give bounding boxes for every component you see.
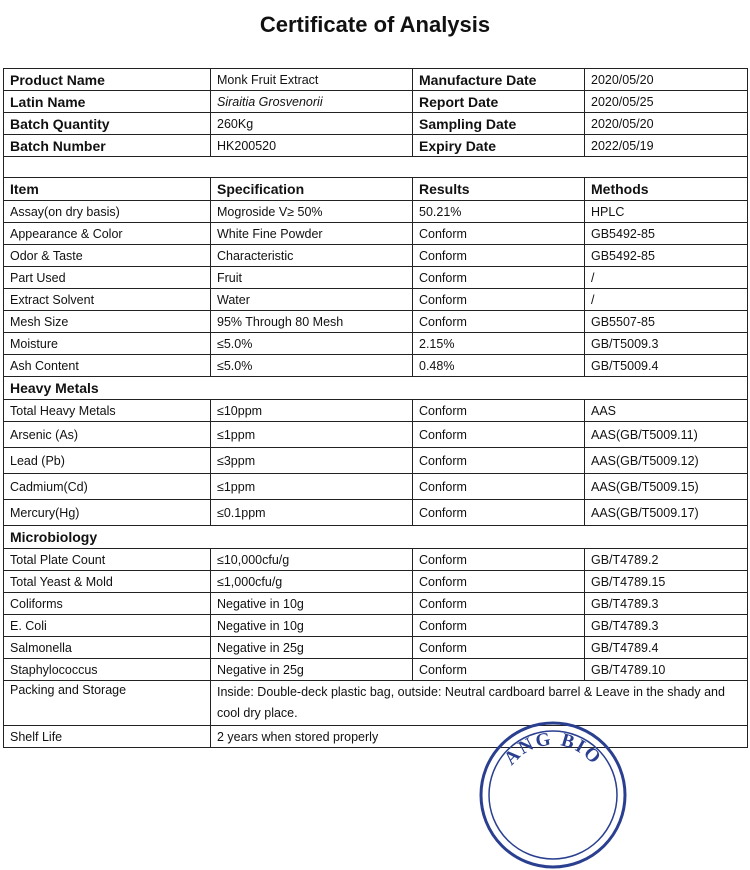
method-cell: GB5492-85 [585,223,748,245]
method-cell: GB/T4789.2 [585,549,748,571]
method-cell: AAS(GB/T5009.17) [585,500,748,526]
spec-cell: ≤5.0% [211,355,413,377]
info-value: 2020/05/25 [585,91,748,113]
microbiology-heading: Microbiology [4,526,748,549]
col-spec-header: Specification [211,178,413,201]
spacer-cell [4,157,748,178]
result-cell: Conform [413,289,585,311]
info-row [4,135,748,157]
heavy-metals-section [4,400,748,526]
method-cell: GB/T5009.3 [585,333,748,355]
result-cell: Conform [413,422,585,448]
result-cell: Conform [413,448,585,474]
method-cell: GB/T4789.3 [585,615,748,637]
table-row [4,448,748,474]
item-cell: Part Used [4,267,211,289]
packing-row [4,681,748,726]
item-cell: Appearance & Color [4,223,211,245]
shelf-life-row [4,726,748,748]
result-cell: 2.15% [413,333,585,355]
method-cell: AAS(GB/T5009.11) [585,422,748,448]
spacer-section [4,157,748,178]
info-value: Siraitia Grosvenorii [211,91,413,113]
method-cell: / [585,289,748,311]
table-row [4,659,748,681]
info-label: Manufacture Date [413,69,585,91]
result-cell: Conform [413,311,585,333]
info-label: Report Date [413,91,585,113]
result-cell: Conform [413,245,585,267]
item-cell: Lead (Pb) [4,448,211,474]
item-cell: Coliforms [4,593,211,615]
spec-cell: ≤0.1ppm [211,500,413,526]
info-label: Sampling Date [413,113,585,135]
table-row [4,267,748,289]
result-cell: Conform [413,549,585,571]
item-cell: Odor & Taste [4,245,211,267]
table-row [4,311,748,333]
product-info-section [4,69,748,157]
seal-lettering: ANG BIO [500,728,606,770]
info-value: 2020/05/20 [585,113,748,135]
table-row [4,615,748,637]
table-row [4,637,748,659]
info-value: 2020/05/20 [585,69,748,91]
item-cell: Staphylococcus [4,659,211,681]
column-header-row [4,178,748,201]
result-cell: Conform [413,659,585,681]
item-cell: Total Heavy Metals [4,400,211,422]
company-seal-icon [478,720,628,870]
col-item-header: Item [4,178,211,201]
info-label: Batch Quantity [4,113,211,135]
info-label: Product Name [4,69,211,91]
spec-cell: Characteristic [211,245,413,267]
item-cell: Total Plate Count [4,549,211,571]
spec-cell: ≤10,000cfu/g [211,549,413,571]
result-cell: Conform [413,400,585,422]
table-row [4,400,748,422]
result-cell: Conform [413,474,585,500]
method-cell: AAS(GB/T5009.12) [585,448,748,474]
method-cell: HPLC [585,201,748,223]
column-header-section [4,178,748,201]
table-row [4,201,748,223]
spec-cell: Negative in 25g [211,659,413,681]
table-row [4,355,748,377]
packing-label: Packing and Storage [4,681,211,726]
result-cell: Conform [413,223,585,245]
heavy-metals-heading-section [4,377,748,400]
shelf-life-label: Shelf Life [4,726,211,748]
method-cell: GB/T4789.3 [585,593,748,615]
result-cell: Conform [413,500,585,526]
table-row [4,245,748,267]
item-cell: E. Coli [4,615,211,637]
method-cell: AAS [585,400,748,422]
table-row [4,593,748,615]
result-cell: 50.21% [413,201,585,223]
general-tests-section [4,201,748,377]
item-cell: Ash Content [4,355,211,377]
spec-cell: ≤10ppm [211,400,413,422]
spec-cell: ≤1,000cfu/g [211,571,413,593]
result-cell: Conform [413,615,585,637]
item-cell: Moisture [4,333,211,355]
microbiology-heading-section [4,526,748,549]
spec-cell: Negative in 10g [211,593,413,615]
col-results-header: Results [413,178,585,201]
spec-cell: Water [211,289,413,311]
item-cell: Cadmium(Cd) [4,474,211,500]
table-row [4,333,748,355]
table-row [4,549,748,571]
page-title: Certificate of Analysis [259,12,491,37]
method-cell: GB/T4789.4 [585,637,748,659]
item-cell: Salmonella [4,637,211,659]
info-value: Monk Fruit Extract [211,69,413,91]
info-value: HK200520 [211,135,413,157]
info-row [4,113,748,135]
spec-cell: ≤5.0% [211,333,413,355]
info-label: Latin Name [4,91,211,113]
info-row [4,69,748,91]
spec-cell: ≤1ppm [211,422,413,448]
item-cell: Extract Solvent [4,289,211,311]
item-cell: Assay(on dry basis) [4,201,211,223]
result-cell: 0.48% [413,355,585,377]
heavy-metals-heading: Heavy Metals [4,377,748,400]
table-row [4,289,748,311]
packing-section [4,681,748,748]
info-value: 2022/05/19 [585,135,748,157]
microbiology-section [4,549,748,681]
method-cell: GB5507-85 [585,311,748,333]
method-cell: / [585,267,748,289]
table-row [4,474,748,500]
method-cell: GB/T4789.15 [585,571,748,593]
info-label: Expiry Date [413,135,585,157]
item-cell: Mesh Size [4,311,211,333]
spec-cell: Mogroside V≥ 50% [211,201,413,223]
spec-cell: White Fine Powder [211,223,413,245]
result-cell: Conform [413,593,585,615]
result-cell: Conform [413,267,585,289]
method-cell: AAS(GB/T5009.15) [585,474,748,500]
spec-cell: 95% Through 80 Mesh [211,311,413,333]
table-row [4,500,748,526]
method-cell: GB/T4789.10 [585,659,748,681]
col-methods-header: Methods [585,178,748,201]
info-label: Batch Number [4,135,211,157]
coa-table [3,68,748,748]
spec-cell: Negative in 10g [211,615,413,637]
result-cell: Conform [413,637,585,659]
item-cell: Total Yeast & Mold [4,571,211,593]
info-value: 260Kg [211,113,413,135]
method-cell: GB5492-85 [585,245,748,267]
method-cell: GB/T5009.4 [585,355,748,377]
info-row [4,91,748,113]
table-row [4,223,748,245]
spec-cell: Negative in 25g [211,637,413,659]
item-cell: Arsenic (As) [4,422,211,448]
table-row [4,571,748,593]
shelf-life-text: 2 years when stored properly [211,726,748,748]
item-cell: Mercury(Hg) [4,500,211,526]
spec-cell: ≤1ppm [211,474,413,500]
spec-cell: Fruit [211,267,413,289]
result-cell: Conform [413,571,585,593]
packing-text: Inside: Double-deck plastic bag, outside: Neutral cardboard barrel & Leave in the shady and cool dry place. [211,681,748,726]
spec-cell: ≤3ppm [211,448,413,474]
table-row [4,422,748,448]
